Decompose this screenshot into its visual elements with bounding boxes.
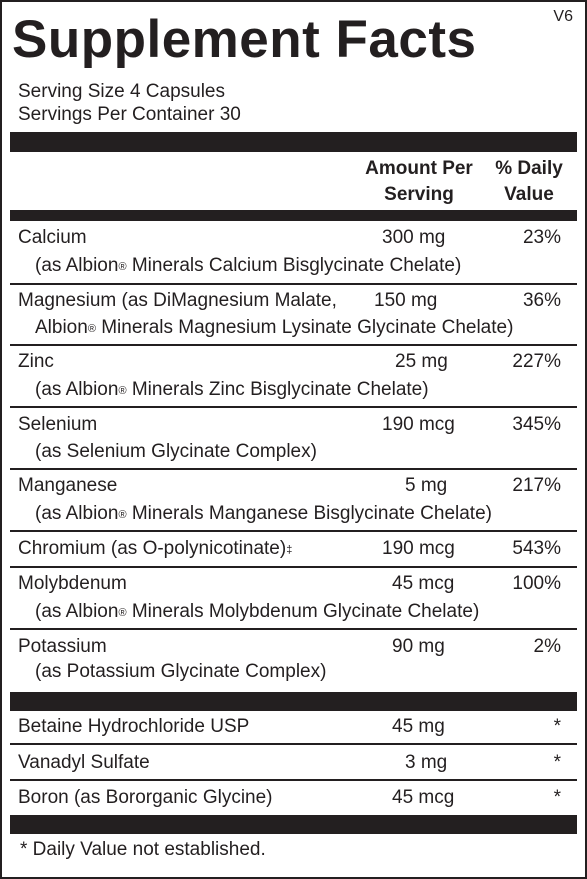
footnote-daily-value: * Daily Value not established. — [20, 839, 266, 860]
nutrient-name-molybdenum: Molybdenum — [18, 573, 127, 594]
nutrient-dv-calcium: 23% — [522, 227, 561, 248]
nutrient-amount-molybdenum: 45 mcg — [392, 573, 455, 594]
panel-title: Supplement Facts — [12, 10, 477, 69]
nutrient-name-zinc: Zinc — [18, 351, 54, 372]
nutrient-amount-potassium: 90 mg — [392, 636, 445, 657]
nutrient-dv-potassium: 2% — [533, 636, 561, 657]
nutrient-amount-betaine: 45 mg — [392, 716, 445, 737]
nutrient-dv-selenium: 345% — [512, 414, 561, 435]
row-divider — [10, 406, 577, 408]
nutrient-dv-manganese: 217% — [512, 475, 561, 496]
nutrient-name-potassium: Potassium — [18, 636, 107, 657]
row-divider — [10, 779, 577, 781]
thick-divider-bottom — [10, 815, 577, 834]
nutrient-amount-calcium: 300 mg — [382, 227, 446, 248]
nutrient-amount-zinc: 25 mg — [395, 351, 448, 372]
row-divider — [10, 743, 577, 745]
thick-divider-header — [10, 210, 577, 221]
row-divider — [10, 628, 577, 630]
nutrient-source-magnesium: Albion® Minerals Magnesium Lysinate Glycinate Chelate) — [35, 317, 514, 338]
nutrient-dv-zinc: 227% — [512, 351, 561, 372]
nutrient-source-potassium: (as Potassium Glycinate Complex) — [35, 661, 327, 682]
nutrient-name-manganese: Manganese — [18, 475, 118, 496]
servings-per-container: Servings Per Container 30 — [18, 104, 241, 125]
nutrient-dv-magnesium: 36% — [522, 290, 561, 311]
nutrient-amount-vanadyl: 3 mg — [405, 752, 448, 773]
nutrient-name-vanadyl: Vanadyl Sulfate — [18, 752, 150, 773]
nutrient-dv-boron: * — [553, 787, 561, 808]
amount-per-serving-header: Amount Per Serving — [365, 158, 473, 205]
nutrient-amount-boron: 45 mcg — [392, 787, 455, 808]
nutrient-name-chromium: Chromium (as O-polynicotinate)‡ — [18, 538, 293, 559]
nutrient-source-molybdenum: (as Albion® Minerals Molybdenum Glycinate Chelate) — [35, 601, 480, 622]
nutrient-name-selenium: Selenium — [18, 414, 98, 435]
nutrient-name-magnesium: Magnesium (as DiMagnesium Malate, — [18, 290, 337, 311]
nutrient-source-zinc: (as Albion® Minerals Zinc Bisglycinate Chelate) — [35, 379, 429, 400]
daily-value-header: % Daily Value — [495, 158, 563, 205]
nutrient-amount-chromium: 190 mcg — [382, 538, 455, 559]
nutrient-dv-chromium: 543% — [512, 538, 561, 559]
nutrient-source-selenium: (as Selenium Glycinate Complex) — [35, 441, 317, 462]
row-divider — [10, 530, 577, 532]
row-divider — [10, 344, 577, 346]
thick-divider-top — [10, 132, 577, 152]
row-divider — [10, 468, 577, 470]
nutrient-name-calcium: Calcium — [18, 227, 87, 248]
nutrient-name-boron: Boron (as Bororganic Glycine) — [18, 787, 273, 808]
nutrient-amount-magnesium: 150 mg — [374, 290, 438, 311]
thick-divider-middle — [10, 692, 577, 711]
nutrient-source-manganese: (as Albion® Minerals Manganese Bisglycinate Chelate) — [35, 503, 492, 524]
nutrient-dv-molybdenum: 100% — [512, 573, 561, 594]
nutrient-dv-vanadyl: * — [553, 752, 561, 773]
nutrient-dv-betaine: * — [553, 716, 561, 737]
nutrient-name-betaine: Betaine Hydrochloride USP — [18, 716, 250, 737]
version-code: V6 — [553, 8, 573, 25]
nutrient-amount-manganese: 5 mg — [405, 475, 448, 496]
nutrient-amount-selenium: 190 mcg — [382, 414, 455, 435]
row-divider — [10, 566, 577, 568]
serving-size: Serving Size 4 Capsules — [18, 81, 225, 102]
nutrient-source-calcium: (as Albion® Minerals Calcium Bisglycinate Chelate) — [35, 255, 462, 276]
row-divider — [10, 283, 577, 285]
